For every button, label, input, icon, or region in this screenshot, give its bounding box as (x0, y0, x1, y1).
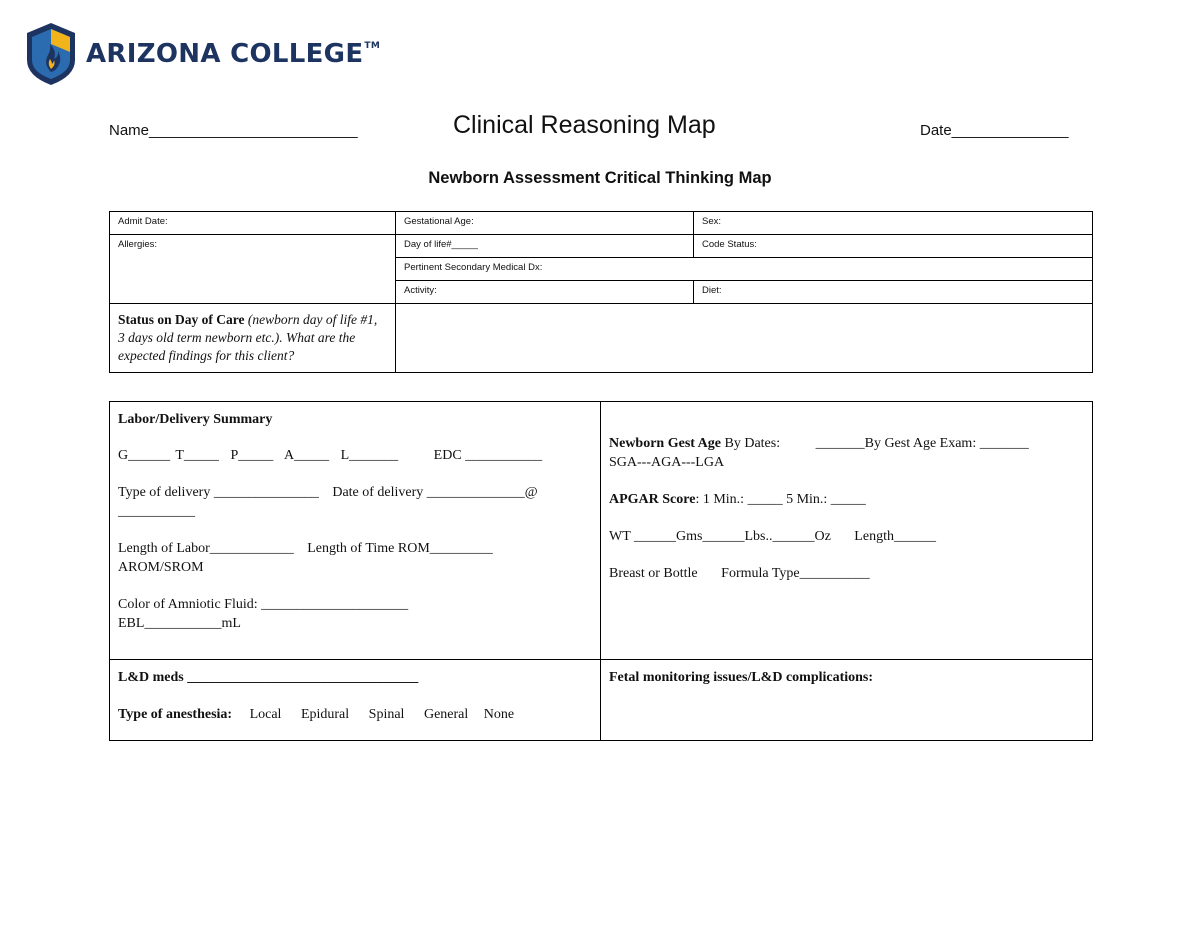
gestational-age-cell: Gestational Age: (396, 212, 694, 235)
fetal-monitoring-cell (601, 660, 1093, 741)
status-entry-cell (396, 304, 1093, 373)
page-subtitle: Newborn Assessment Critical Thinking Map (428, 169, 772, 187)
apgar-label: APGAR Score (609, 492, 696, 507)
status-on-day-of-care-cell (110, 304, 396, 373)
anesthesia-row (118, 705, 592, 724)
labor-length-row (118, 539, 592, 558)
newborn-gest-age-label: Newborn Gest Age (609, 436, 721, 451)
newborn-gest-age-row (609, 434, 1084, 453)
allergies-cell: Allergies: (110, 235, 396, 304)
code-status-cell: Code Status: (694, 235, 1093, 258)
edc-field: EDC ___________ (433, 448, 543, 463)
labor-delivery-table (109, 401, 1093, 741)
apgar-row (609, 490, 1084, 509)
status-description: (newborn day of life #1, 3 days old term newborn etc.). What are the expected findings for this client? (118, 312, 378, 363)
term-field: T_____ (175, 448, 219, 463)
feeding-row (609, 564, 1084, 583)
amniotic-fluid-field: Color of Amniotic Fluid: _____________________ (118, 597, 409, 612)
newborn-assessment-cell (601, 402, 1093, 660)
diet-cell: Diet: (694, 281, 1093, 304)
breast-or-bottle-label: Breast or Bottle (609, 566, 698, 581)
weight-length-row (609, 527, 1084, 546)
activity-cell: Activity: (396, 281, 694, 304)
patient-info-table (109, 211, 1093, 373)
gravida-field: G______ (118, 448, 171, 463)
delivery-row (118, 483, 592, 502)
anesthesia-option-general: General (423, 707, 469, 722)
length-of-labor-field: Length of Labor____________ (118, 541, 294, 556)
shield-logo-icon (26, 22, 76, 86)
labor-delivery-summary-cell (110, 402, 601, 660)
weight-field: WT ______Gms______Lbs..______Oz (609, 529, 831, 544)
date-of-delivery-continuation: ___________ (118, 504, 195, 519)
anesthesia-option-local: Local (249, 707, 282, 722)
by-dates-label: By Dates: (721, 436, 781, 451)
type-of-anesthesia-label: Type of anesthesia: (118, 707, 233, 722)
logo-wordmark: ARIZONA COLLEGE™ (86, 39, 381, 69)
ebl-field: EBL___________mL (118, 616, 241, 631)
trademark: TM (364, 41, 381, 51)
name-field: Name_________________________ (109, 122, 358, 139)
anesthesia-option-none: None (483, 707, 515, 722)
living-field: L_______ (340, 448, 399, 463)
page-title: Clinical Reasoning Map (453, 111, 716, 139)
sex-cell: Sex: (694, 212, 1093, 235)
arom-srom-label: AROM/SROM (118, 560, 204, 575)
labor-summary-heading: Labor/Delivery Summary (118, 412, 273, 427)
day-of-life-cell: Day of life#_____ (396, 235, 694, 258)
type-of-delivery-field: Type of delivery _______________ (118, 485, 319, 500)
pertinent-dx-cell: Pertinent Secondary Medical Dx: (396, 258, 1093, 281)
date-of-delivery-field: Date of delivery ______________@ (332, 485, 538, 500)
apgar-fields: : 1 Min.: _____ 5 Min.: _____ (695, 492, 866, 507)
preterm-field: P_____ (230, 448, 274, 463)
arizona-college-logo (26, 20, 380, 88)
anesthesia-option-epidural: Epidural (300, 707, 350, 722)
status-label: Status on Day of Care (118, 312, 245, 327)
anesthesia-option-spinal: Spinal (368, 707, 405, 722)
by-gest-age-exam-field: _______By Gest Age Exam: _______ (815, 436, 1029, 451)
formula-type-field: Formula Type__________ (721, 566, 870, 581)
ld-meds-cell (110, 660, 601, 741)
admit-date-cell: Admit Date: (110, 212, 396, 235)
fetal-monitoring-label: Fetal monitoring issues/L&D complications: (609, 670, 874, 685)
gtpal-row (118, 446, 592, 465)
length-of-rom-field: Length of Time ROM_________ (307, 541, 493, 556)
length-field: Length______ (854, 529, 936, 544)
abortion-field: A_____ (283, 448, 330, 463)
ld-meds-field: L&D meds _________________________________ (118, 670, 419, 685)
sga-aga-lga-label: SGA---AGA---LGA (609, 455, 725, 470)
date-field: Date______________ (920, 122, 1069, 139)
